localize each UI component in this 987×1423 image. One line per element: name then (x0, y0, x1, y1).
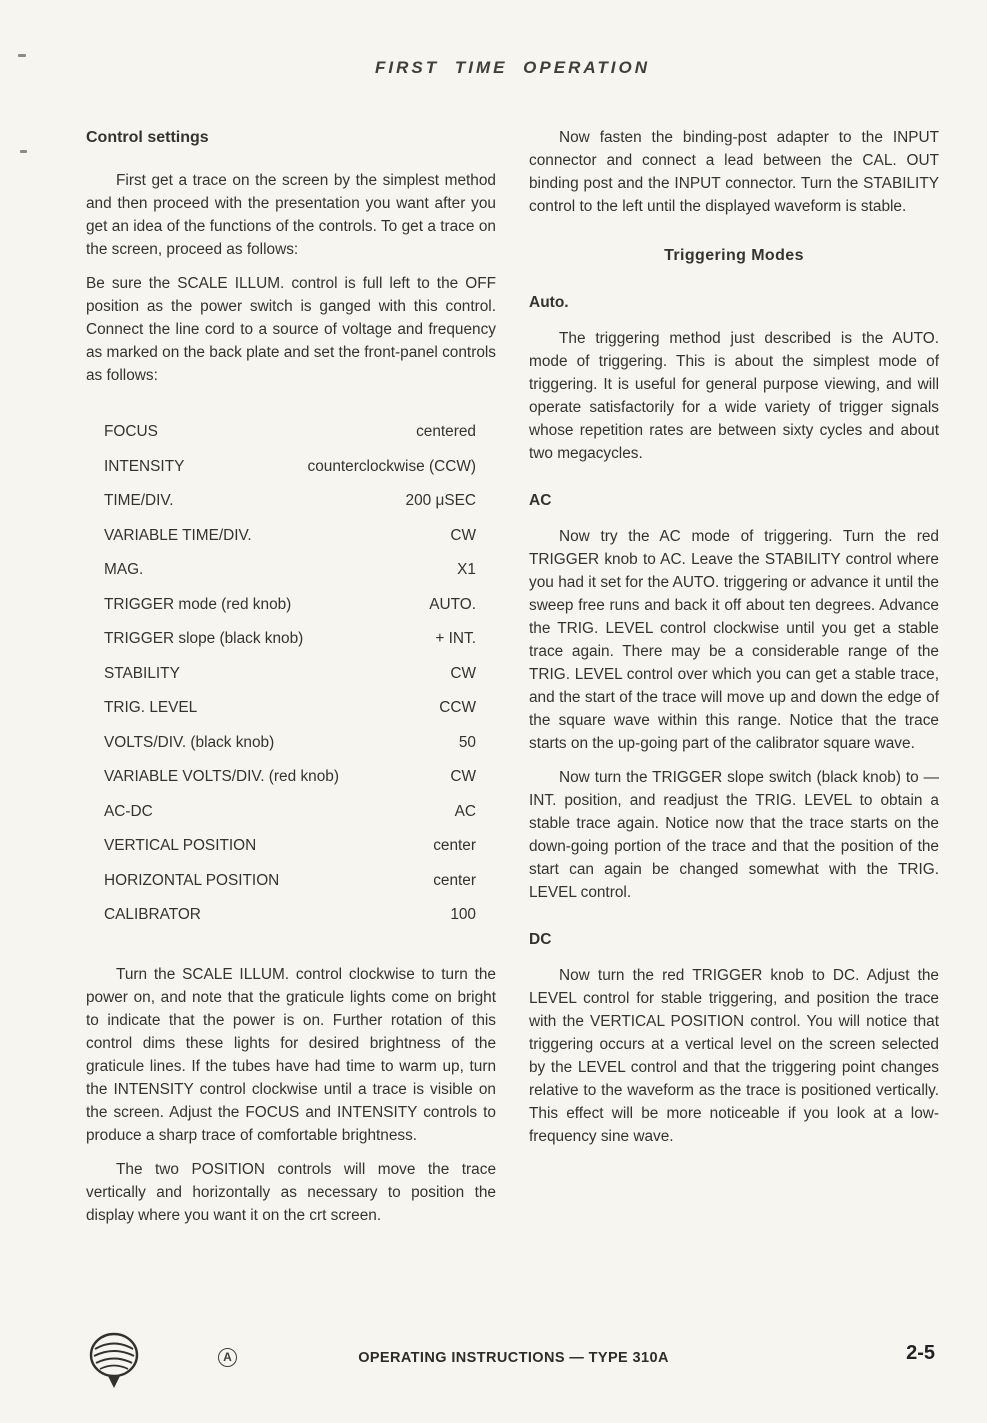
setting-value: X1 (457, 561, 476, 578)
setting-label: STABILITY (104, 664, 180, 682)
table-row (104, 622, 476, 657)
right-column (529, 126, 939, 1159)
setting-label: FOCUS (104, 423, 158, 440)
table-row (104, 864, 476, 899)
two-column-layout (86, 126, 939, 1238)
left-column (86, 126, 496, 1238)
table-row (104, 450, 476, 485)
table-row (104, 553, 476, 588)
table-row (104, 726, 476, 761)
page-footer (0, 1322, 987, 1402)
setting-value: 200 μSEC (405, 492, 476, 509)
paragraph-dc: Now turn the red TRIGGER knob to DC. Adjust the LEVEL control for stable triggering, and position the trace with the VERTICAL POSITION control. You will notice that triggering occurs at a vertical level on the screen selected by the LEVEL control and that the triggering point changes relative to the waveform as the trace is positioned vertically. This effect will be more noticeable if you look at a low-frequency sine wave. (529, 967, 939, 1145)
circled-a-mark: A (218, 1348, 237, 1367)
setting-label: VOLTS/DIV. (black knob) (104, 733, 275, 751)
paragraph-auto: The triggering method just described is the AUTO. mode of triggering. This is about the simplest mode of triggering. It is useful for general purpose viewing, and will operate satisfactorily for a wide variety of trigger signals whose repetition rates are between sixty cycles and about two megacycles. (529, 330, 939, 462)
setting-value: + INT. (435, 630, 476, 647)
setting-value: AUTO. (429, 595, 476, 613)
setting-label: CALIBRATOR (104, 906, 201, 923)
page-title: FIRST TIME OPERATION (375, 58, 650, 77)
table-row (104, 657, 476, 692)
table-row (104, 691, 476, 726)
table-row (104, 829, 476, 864)
subheading-dc: DC (529, 931, 552, 948)
paragraph-binding-post: Now fasten the binding-post adapter to the INPUT connector and connect a lead between the CAL. OUT binding post and the INPUT connector. Turn the STABILITY control to the left until the displayed waveform is stable. (529, 129, 939, 215)
setting-value: center (433, 837, 476, 854)
front-panel-settings-table (86, 415, 496, 933)
setting-value: 100 (450, 906, 476, 923)
section-heading-triggering-modes: Triggering Modes (664, 247, 804, 264)
setting-label: TRIGGER mode (red knob) (104, 595, 292, 613)
table-row (104, 760, 476, 795)
footer-title: OPERATING INSTRUCTIONS — TYPE 310A (358, 1350, 669, 1366)
setting-value: center (433, 871, 476, 889)
table-row (104, 795, 476, 830)
setting-label: HORIZONTAL POSITION (104, 871, 280, 889)
paragraph-position-controls: The two POSITION controls will move the trace vertically and horizontally as necessary to position the display where you want it on the crt screen. (86, 1160, 496, 1224)
section-heading-control-settings: Control settings (86, 129, 209, 146)
table-row (104, 519, 476, 554)
table-row (104, 898, 476, 933)
setting-label: VERTICAL POSITION (104, 837, 257, 854)
paragraph-power-on: Turn the SCALE ILLUM. control clockwise to turn the power on, and note that the graticule lights come on bright to indicate that the power is on. Further rotation of this control dims these lights for desired brightness of the graticule lines. If the tubes have had time to warm up, turn the INTENSITY control clockwise until a trace is visible on the screen. Adjust the FOCUS and INTENSITY controls to produce a sharp trace of comfortable brightness. (86, 965, 496, 1144)
page-number: 2-5 (906, 1342, 935, 1364)
setting-label: INTENSITY (104, 457, 185, 475)
setting-value: centered (416, 423, 476, 440)
setting-label: MAG. (104, 561, 144, 578)
paragraph-scale-illum: Be sure the SCALE ILLUM. control is full left to the OFF position as the power switch is ganged with this control. Connect the line cord to a source of voltage and frequency as marked on the back plate and set the front-panel controls as follows: (86, 275, 496, 384)
table-row (104, 484, 476, 519)
setting-value: CW (450, 526, 476, 544)
setting-value: CCW (439, 699, 476, 716)
scan-artifact (18, 54, 26, 57)
paragraph-intro: First get a trace on the screen by the simplest method and then proceed with the presentation you want after you get an idea of the functions of the controls. To get a trace on the screen, proceed as follows: (86, 172, 496, 258)
setting-value: AC (454, 802, 476, 820)
subheading-ac: AC (529, 492, 552, 509)
paragraph-ac-2: Now turn the TRIGGER slope switch (black knob) to —INT. position, and readjust the TRIG. LEVEL to obtain a stable trace again. Notice now that the trace starts on the down-going portion of the trace and that the position of the start can again be changed somewhat with the TRIG. LEVEL control. (529, 769, 939, 901)
table-row (104, 415, 476, 450)
setting-value: 50 (458, 733, 476, 751)
table-row (104, 588, 476, 623)
setting-label: AC-DC (104, 802, 153, 820)
setting-label: TRIGGER slope (black knob) (104, 630, 304, 647)
subheading-auto: Auto. (529, 294, 569, 311)
setting-label: VARIABLE TIME/DIV. (104, 526, 252, 544)
setting-value: CW (450, 664, 476, 682)
paragraph-ac-1: Now try the AC mode of triggering. Turn the red TRIGGER knob to AC. Leave the STABILITY control where you had it set for the AUTO. triggering or advance it until the sweep free runs and back it off about ten degrees. Advance the TRIG. LEVEL control clockwise until you get a stable trace again. There may be a considerable range of the TRIG. LEVEL control over which you can get a stable trace, and the start of the trace will move up and down the edge of the square wave within this range. Notice that the trace starts on the up-going part of the calibrator square wave. (529, 528, 939, 752)
scan-artifact (20, 150, 27, 153)
setting-value: counterclockwise (CCW) (307, 457, 476, 475)
setting-label: TIME/DIV. (104, 492, 174, 509)
setting-value: CW (450, 768, 476, 785)
setting-label: TRIG. LEVEL (104, 699, 198, 716)
setting-label: VARIABLE VOLTS/DIV. (red knob) (104, 768, 339, 785)
